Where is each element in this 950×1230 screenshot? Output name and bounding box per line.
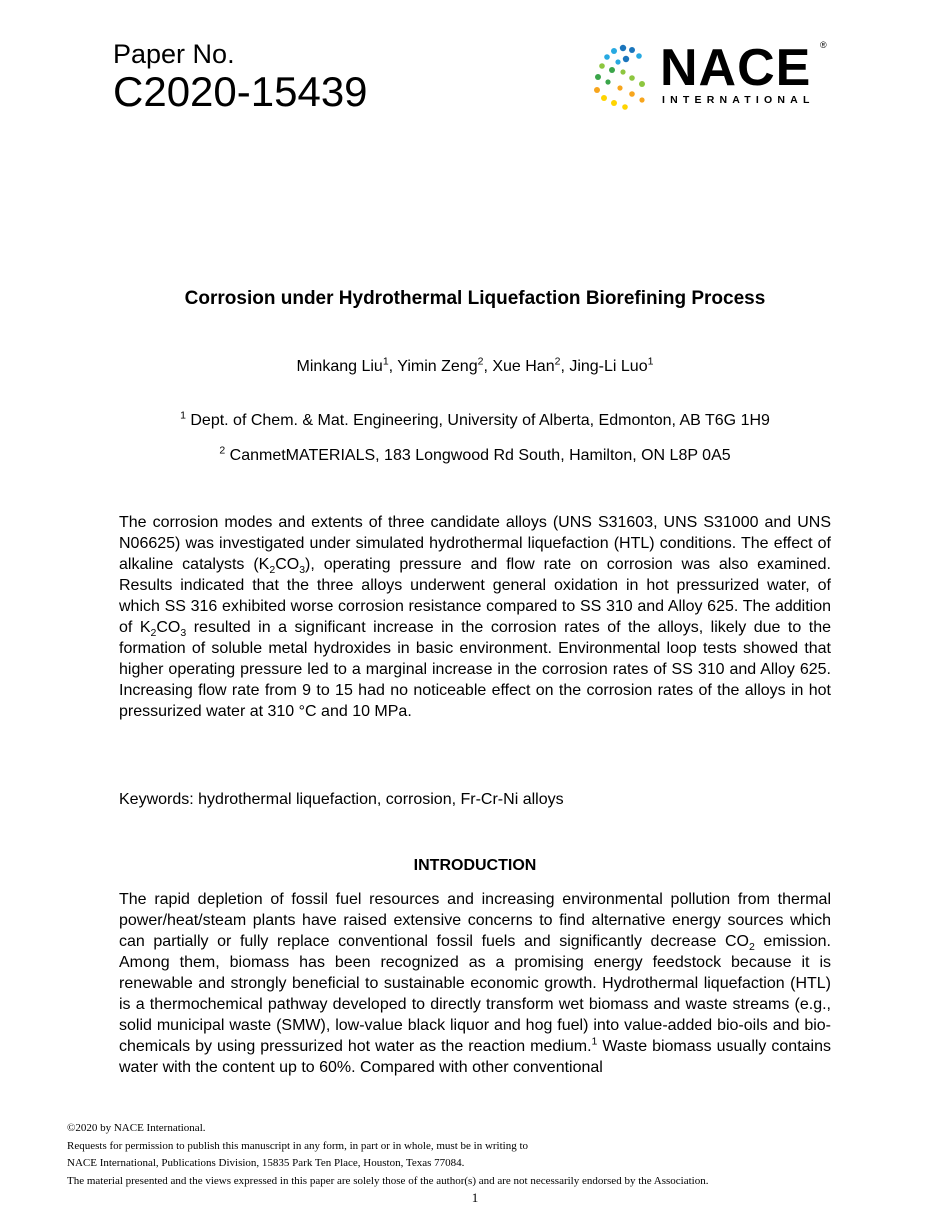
subscript: 2 <box>150 627 157 640</box>
author-affiliation-mark: 2 <box>477 355 484 368</box>
logo-dot <box>611 48 617 54</box>
introduction-heading: INTRODUCTION <box>413 857 537 874</box>
logo-dot <box>629 91 635 97</box>
footer-address-line: NACE International, Publications Division, 15835 Park Ten Place, Houston, Texas 77084. <box>67 1157 465 1169</box>
affiliation-text: Dept. of Chem. & Mat. Engineering, University of Alberta, Edmonton, AB T6G 1H9 <box>185 412 770 429</box>
author-separator: , <box>483 358 493 375</box>
subscript: 2 <box>748 941 755 954</box>
introduction-text: Waste biomass usually contains water with the content up to 60%. Compared with other conventional <box>119 1038 831 1076</box>
logo-dot <box>629 47 635 53</box>
logo-dot <box>639 97 644 102</box>
abstract-text: The corrosion modes and extents of three candidate alloys (UNS S31603, UNS S31000 and UNS N06625) was investigated under simulated hydrothermal liquefaction (HTL) conditions. The effect of alkaline catalysts (K <box>119 514 831 573</box>
affiliation-mark: 2 <box>219 444 226 457</box>
logo-dot <box>615 59 620 64</box>
logo-dot <box>629 75 635 81</box>
logo-dot <box>623 56 629 62</box>
logo-dot <box>617 85 622 90</box>
introduction-text: The rapid depletion of fossil fuel resources and increasing environmental pollution from thermal power/heat/steam plants have raised extensive concerns to find alternative energy sources which can partially or fully replace conventional fossil fuels and significantly decrease CO <box>119 891 831 950</box>
introduction-paragraph <box>119 889 831 1078</box>
registered-mark: ® <box>820 40 827 50</box>
footer-notice <box>67 1120 867 1190</box>
footer-copyright: ©2020 by NACE International. <box>67 1122 206 1134</box>
logo-wordmark: NACE <box>660 39 812 97</box>
logo-dot <box>620 69 625 74</box>
citation-mark: 1 <box>591 1035 598 1048</box>
logo-dot <box>605 79 610 84</box>
nace-logo <box>590 38 830 114</box>
footer-disclaimer-line: The material presented and the views expressed in this paper are solely those of the author(s) and are not necessarily endorsed by the Association. <box>67 1174 709 1187</box>
author-separator: , <box>560 358 570 375</box>
abstract-text: CO <box>156 619 181 636</box>
paper-number-label: Paper No. <box>113 39 235 69</box>
keywords: Keywords: hydrothermal liquefaction, corrosion, Fr-Cr-Ni alloys <box>119 791 564 808</box>
logo-dot <box>601 95 607 101</box>
paper-number: C2020-15439 <box>113 68 368 115</box>
logo-dot <box>611 100 617 106</box>
author-name: Xue Han <box>492 358 555 375</box>
affiliation-2 <box>0 445 950 467</box>
logo-dot <box>595 74 601 80</box>
logo-dot <box>604 54 610 60</box>
logo-dot <box>599 63 605 69</box>
abstract-text: resulted in a significant increase in the corrosion rates of the alloys, likely due to the formation of soluble metal hydroxides in basic environment. Environmental loop tests showed that higher operating pressure led to a marginal increase in the corrosion rates of SS 310 and Alloy 625. Increasing flow rate from 9 to 15 had no noticeable effect on the corrosion rates of the alloys in hot pressurized water at 310 °C and 10 MPa. <box>119 619 832 720</box>
author-affiliation-mark: 2 <box>554 355 561 368</box>
footer-permission-line: Requests for permission to publish this manuscript in any form, in part or in whole, must be in writing to <box>67 1139 529 1152</box>
subscript: 3 <box>180 627 187 640</box>
subscript: 2 <box>269 564 276 577</box>
logo-dot <box>620 45 626 51</box>
abstract-text: ), operating pressure and flow rate on corrosion was also examined. Results indicated that the three alloys underwent general oxidation in hot pressurized water, of which SS 316 exhibited worse corrosion resistance compared to SS 310 and Alloy 625. The addition of K <box>119 556 832 636</box>
abstract <box>119 512 831 722</box>
logo-dot <box>609 67 615 73</box>
author-name: Minkang Liu <box>296 358 383 375</box>
page-number: 1 <box>471 1190 479 1205</box>
author-affiliation-mark: 1 <box>647 355 654 368</box>
author-name: Yimin Zeng <box>397 358 478 375</box>
logo-dot <box>594 87 600 93</box>
nace-logo-mark-icon <box>590 44 656 114</box>
paper-title: Corrosion under Hydrothermal Liquefaction Biorefining Process <box>184 288 766 309</box>
affiliation-1 <box>0 410 950 432</box>
logo-dot <box>622 104 628 110</box>
affiliation-text: CanmetMATERIALS, 183 Longwood Rd South, Hamilton, ON L8P 0A5 <box>225 447 731 464</box>
subscript: 3 <box>299 564 306 577</box>
abstract-text: CO <box>275 556 300 573</box>
author-name: Jing-Li Luo <box>569 358 648 375</box>
author-separator: , <box>388 358 398 375</box>
logo-dot <box>639 81 645 87</box>
logo-dot <box>636 53 642 59</box>
affiliation-mark: 1 <box>180 409 186 422</box>
author-affiliation-mark: 1 <box>382 355 389 368</box>
author-list <box>0 356 950 378</box>
introduction-text: emission. Among them, biomass has been recognized as a promising energy feedstock because it is renewable and strongly beneficial to sustainable economic growth. Hydrothermal liquefaction (HTL) is a thermochemical pathway developed to directly transform wet biomass and waste streams (e.g., solid municipal waste (SMW), low-value black liquor and hog fuel) into value-added bio-oils and bio-chemicals by using pressurized hot water as the reaction medium. <box>119 933 832 1055</box>
logo-subtitle: INTERNATIONAL <box>662 94 815 106</box>
